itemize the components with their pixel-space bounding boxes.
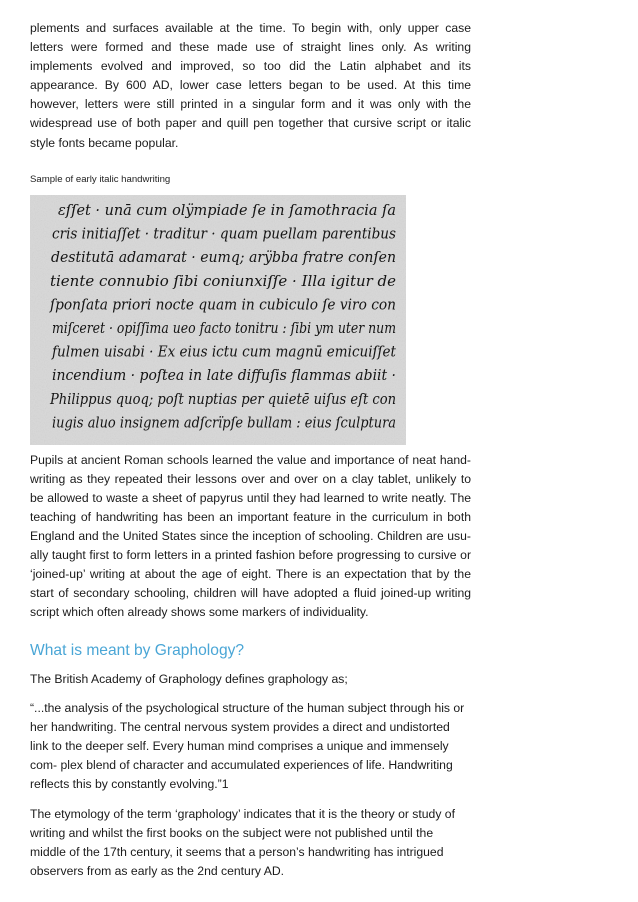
paragraph-roman-schools: Pupils at ancient Roman schools learned the value and importance of neat hand- writing as they repeated their lessons over and over on a clay tablet, unlikely to be allowed to waste a sheet of papyrus until they had learned to write neatly. The teaching of handwriting has been an important feature in the curriculum in both England and the United States since the inception of schooling. Children are usu- ally taught first to form letters in a printed fashion before progressing to cursive or ‘joined-up’ writing at about the age of eight. There is an expectation that by the start of secondary schooling, children will have adopted a fluid joined-up writing script which often already shows some markers of individuality. <box>30 452 471 620</box>
manuscript-line: tiente connubio ſibi coniunxiſſe · Illa igitur de <box>50 273 396 290</box>
manuscript-line: miſceret · opiſſima ueo facto tonitru : ſibi ym uter num <box>52 320 396 337</box>
paragraph-quote: “...the analysis of the psychological structure of the human subject through his or her handwriting. The central nervous system provides a direct and undistorted link to the deeper self. Every human mind comprises a unique and immensely com- plex blend of character and accumulated experiences of life. Handwriting reflects this by constantly evolving.”1 <box>30 700 465 791</box>
paragraph-academy: The British Academy of Graphology defines graphology as; <box>30 671 348 686</box>
manuscript-svg <box>30 195 406 445</box>
document-page <box>30 0 471 881</box>
manuscript-line: ſponſata priori nocte quam in cubiculo ſe viro con <box>49 297 396 314</box>
section-heading: What is meant by Graphology? <box>30 641 245 659</box>
manuscript-line: ɛſſet · unā cum olÿmpiade ſe in ſamothracia ſa <box>58 202 396 219</box>
manuscript-line: cris initiaſſet · traditur · quam puellam parentibus <box>52 226 396 243</box>
paragraph-etymology: The etymology of the term ‘graphology’ indicates that it is the theory or study of writing and whilst the first books on the subject were not published until the middle of the 17th century, it seems that a person’s handwriting has intrigued observers from as early as the 2nd century AD. <box>30 807 455 879</box>
paragraph-intro: plements and surfaces available at the time. To begin with, only upper case letters were formed and these made use of straight lines only. As writing implements evolved and improved, so too did the Latin alphabet and its appearance. By 600 AD, lower case letters began to be used. At this time however, letters were still printed in a singular form and it was only with the widespread use of both paper and quill pen together that cursive script or italic style fonts became popular. <box>30 21 471 150</box>
manuscript-line: Philippus quoq; poſt nuptias per quietē uiſus eſt con <box>49 391 397 408</box>
manuscript-line: iugis aluo insignem adſcrïpſe bullam : eius ſculptura <box>52 415 396 432</box>
manuscript-line: destitutā adamarat · eumq; arÿbba fratre conſen <box>51 249 396 266</box>
manuscript-image <box>30 195 406 445</box>
manuscript-line: fulmen uisabi · Ex eius ictu cum magnū emicuiſſet <box>51 344 397 361</box>
figure-caption: Sample of early italic handwriting <box>30 173 171 185</box>
manuscript-line: incendium · poſtea in late diffuſis flammas abiit · <box>52 367 396 384</box>
